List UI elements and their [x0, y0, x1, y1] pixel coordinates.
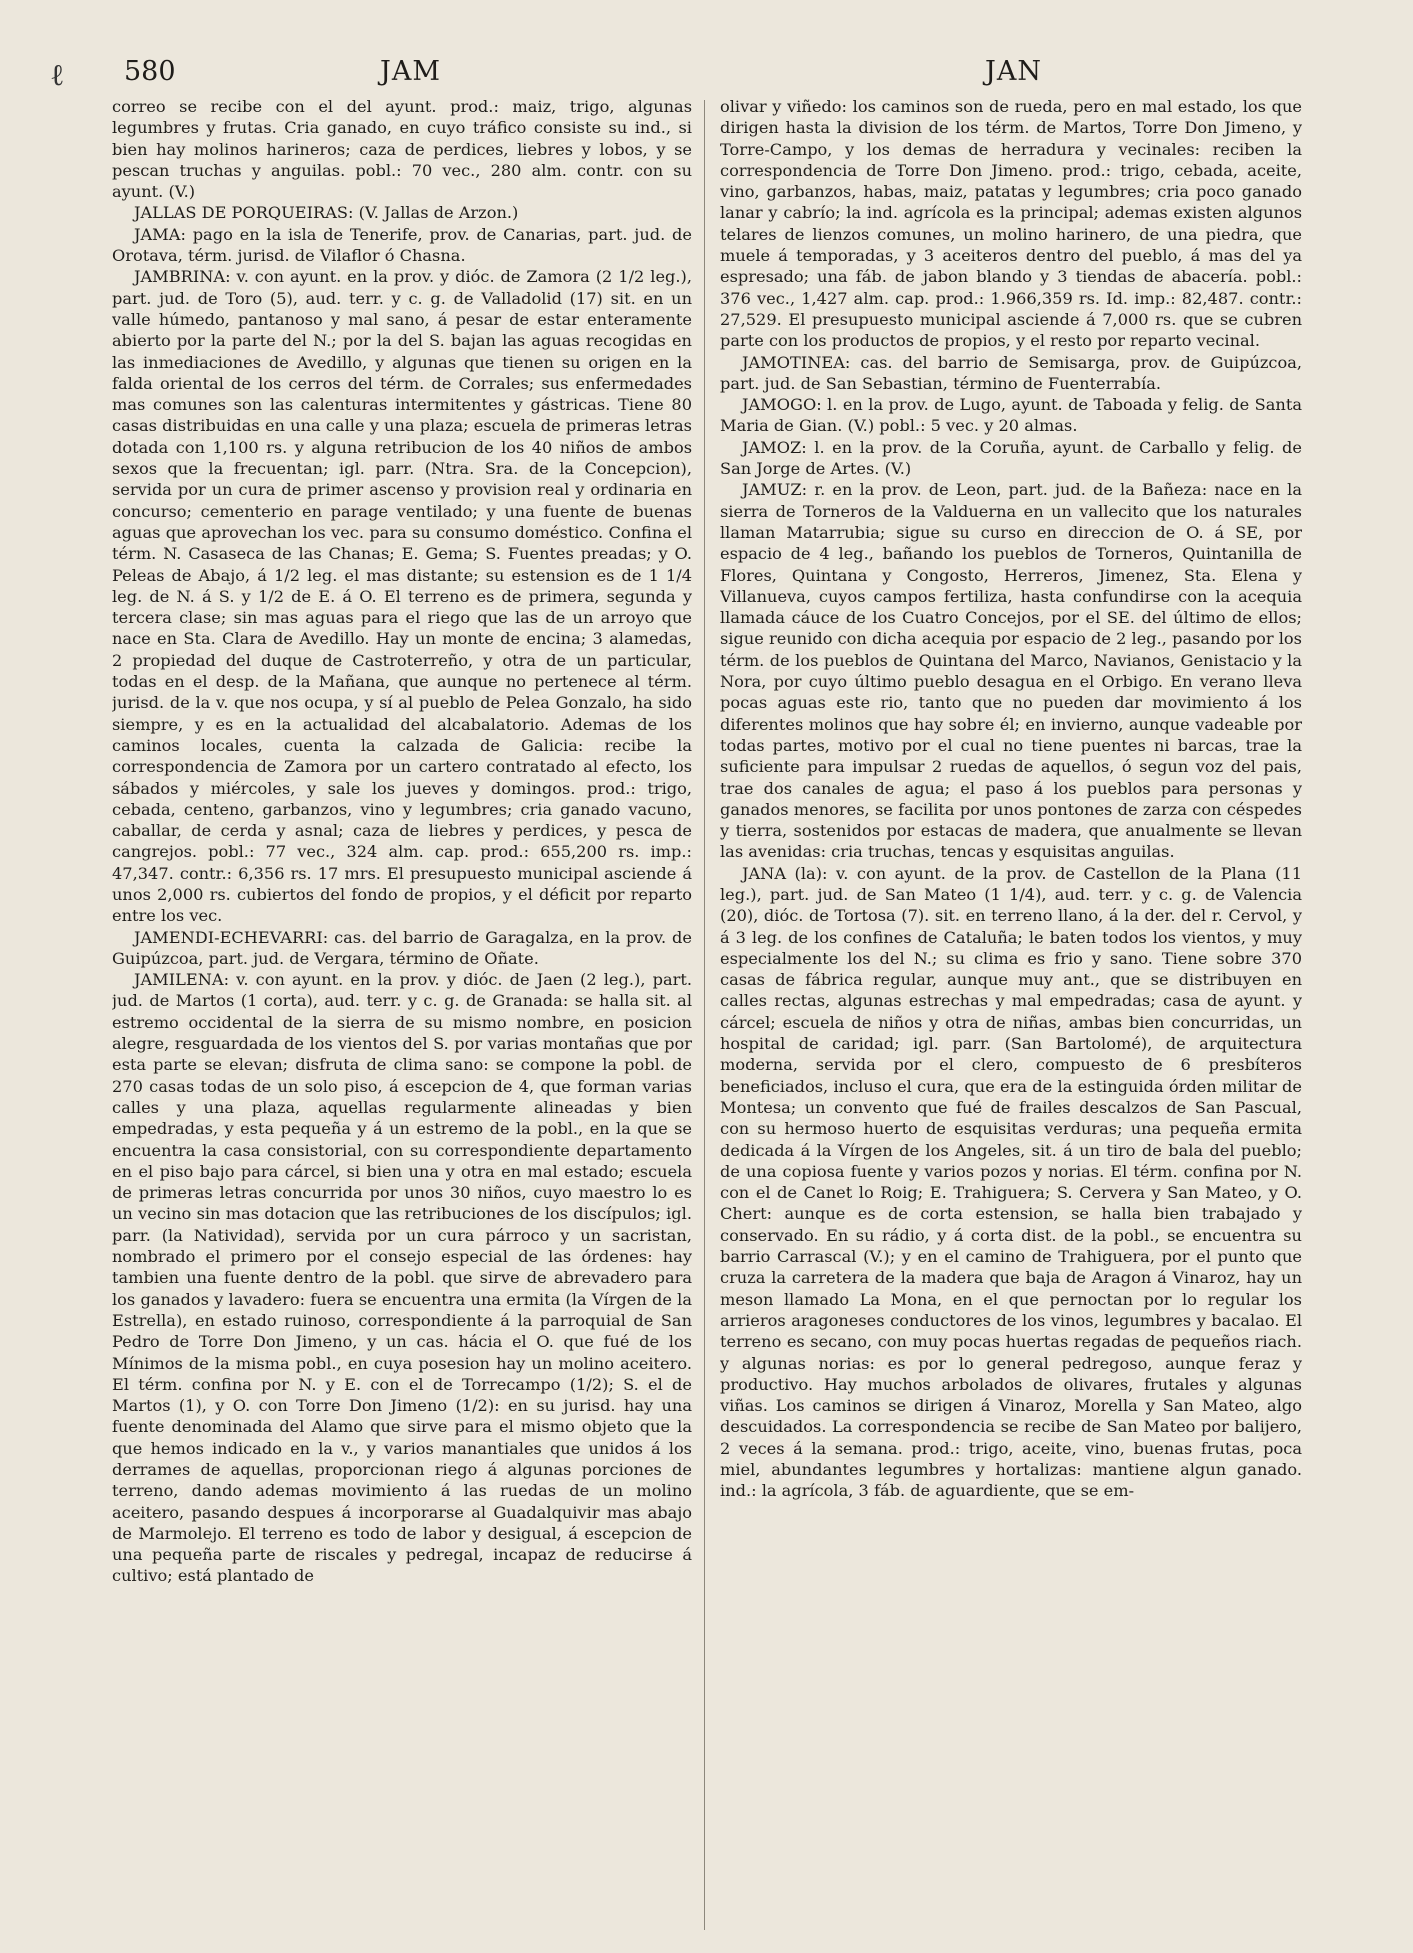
entry-paragraph: JAMOTINEA: cas. del barrio de Semisarga, prov. de Guipúzcoa, part. jud. de San Sebastian, término de Fuenterrabía.	[720, 352, 1302, 393]
entry-paragraph: JAMENDI-ECHEVARRI: cas. del barrio de Garagalza, en la prov. de Guipúzcoa, part. jud. de Vergara, término de Oñate.	[112, 927, 692, 968]
entry-paragraph: JAMUZ: r. en la prov. de Leon, part. jud. de la Bañeza: nace en la sierra de Torneros de la Valduerna en un vallecito que los naturales llaman Matarrubia; sigue su curso en direccion de O. á SE, por espacio de 4 leg., bañando los pueblos de Torneros, Quintanilla de Flores, Quintana y Congosto, Herreros, Jimenez, Sta. Elena y Villanueva, cuyos campos fertiliza, hasta confundirse con la acequia llamada cáuce de los Cuatro Concejos, por el SE. del último de ellos; sigue reunido con dicha acequia por espacio de 2 leg., pasando por los térm. de los pueblos de Quintana del Marco, Navianos, Genistacio y la Nora, por cuyo último pueblo desagua en el Orbigo. En verano lleva pocas aguas este rio, tanto que no pueden dar movimiento á los diferentes molinos que hay sobre él; en invierno, aunque vadeable por todas partes, motivo por el cual no tiene puentes ni barcas, trae la suficiente para impulsar 2 ruedas de aquellos, ó segun voz del pais, trae dos canales de agua; el paso á los pueblos para personas y ganados menores, se facilita por unos pontones de zarza con céspedes y tierra, sostenidos por estacas de madera, que anualmente se llevan las avenidas: cria truchas, tencas y esquisitas anguilas.	[720, 480, 1302, 862]
entry-paragraph: JALLAS DE PORQUEIRAS: (V. Jallas de Arzon.)	[134, 203, 519, 223]
entry-paragraph: JAMILENA: v. con ayunt. en la prov. y dióc. de Jaen (2 leg.), part. jud. de Martos (1 corta), aud. terr. y c. g. de Granada: se halla sit. al estremo occidental de la sierra de su mismo nombre, en posicion alegre, resguardada de los vientos del S. por varias montañas que por esta parte se elevan; disfruta de clima sano: se compone la pobl. de 270 casas todas de un solo piso, á escepcion de 4, que forman varias calles y una plaza, aquellas regularmente alineadas y bien empedradas, y esta pequeña y á un estremo de la pobl., en la que se encuentra la casa consistorial, con su correspondiente departamento en el piso bajo para cárcel, si bien una y otra en mal estado; escuela de primeras letras concurrida por unos 30 niños, cuyo maestro lo es un vecino sin mas dotacion que las retribuciones de los discípulos; igl. parr. (la Natividad), servida por un cura párroco y un sacristan, nombrado el primero por el consejo especial de las órdenes: hay tambien una fuente dentro de la pobl. que sirve de abrevadero para los ganados y lavadero: fuera se encuentra una ermita (la Vírgen de la Estrella), en estado ruinoso, correspondiente á la parroquial de San Pedro de Torre Don Jimeno, y un cas. hácia el O. que fué de los Mínimos de la misma pobl., en cuya posesion hay un molino aceitero. El térm. confina por N. y E. con el de Torrecampo (1/2); S. el de Martos (1), y O. con Torre Don Jimeno (1/2): en su jurisd. hay una fuente denominada del Alamo que sirve para el mismo objeto que la que hemos indicado en la v., y varios manantiales que unidos á los derrames de aquellas, proporcionan riego á algunas porciones de terreno, dando ademas movimiento á las ruedas de un molino aceitero, pasando despues á incorporarse al Guadalquivir mas abajo de Marmolejo. El terreno es todo de labor y desigual, á escepcion de una pequeña parte de riscales y pedregal, incapaz de reducirse á cultivo; está plantado de	[112, 970, 692, 1586]
page-header	[110, 48, 1303, 94]
right-column	[720, 96, 1302, 1936]
entry-paragraph: JAMBRINA: v. con ayunt. en la prov. y dióc. de Zamora (2 1/2 leg.), part. jud. de Toro (5), aud. terr. y c. g. de Valladolid (17) sit. en un valle húmedo, pantanoso y mal sano, á pesar de estar enteramente abierto por la parte del N.; por la del S. bajan las aguas recogidas en las inmediaciones de Avedillo, y algunas que tienen su origen en la falda oriental de los cerros del térm. de Corrales; sus enfermedades mas comunes son las calenturas intermitentes y gástricas. Tiene 80 casas distribuidas en una calle y una plaza; escuela de primeras letras dotada con 1,100 rs. y alguna retribucion de los 40 niños de ambos sexos que la frecuentan; igl. parr. (Ntra. Sra. de la Concepcion), servida por un cura de primer ascenso y provision real y ordinaria en concurso; cementerio en parage ventilado; y una fuente de buenas aguas que aprovechan los vec. para su consumo doméstico. Confina el térm. N. Casaseca de las Chanas; E. Gema; S. Fuentes preadas; y O. Peleas de Abajo, á 1/2 leg. el mas distante; su estension es de 1 1/4 leg. de N. á S. y 1/2 de E. á O. El terreno es de primera, segunda y tercera clase; sin mas aguas para el riego que las de un arroyo que nace en Sta. Clara de Avedillo. Hay un monte de encina; 3 alamedas, 2 propiedad del duque de Castroterreño, y otra de un particular, todas en el desp. de la Mañana, que aunque no pertenece al térm. jurisd. de la v. que nos ocupa, y sí al pueblo de Pelea Gonzalo, ha sido siempre, y es en la actualidad del alcabalatorio. Ademas de los caminos locales, cuenta la calzada de Galicia: recibe la correspondencia de Zamora por un cartero contratado al efecto, los sábados y miércoles, y sale los jueves y domingos. prod.: trigo, cebada, centeno, garbanzos, vino y legumbres; cria ganado vacuno, caballar, de cerda y asnal; caza de liebres y perdices, y pesca de cangrejos. pobl.: 77 vec., 324 alm. cap. prod.: 655,200 rs. imp.: 47,347. contr.: 6,356 rs. 17 mrs. El presupuesto municipal asciende á unos 2,000 rs. cubiertos del fondo de propios, y el déficit por reparto entre los vec.	[112, 267, 692, 926]
column-divider	[704, 100, 705, 1930]
entry-paragraph: JAMOZ: l. en la prov. de la Coruña, ayunt. de Carballo y felig. de San Jorge de Artes. (V.)	[720, 437, 1302, 479]
entry-paragraph: correo se recibe con el del ayunt. prod.: maiz, trigo, algunas legumbres y frutas. Cria ganado, en cuyo tráfico consiste su ind., si bien hay molinos harineros; caza de perdices, liebres y lobos, y se pescan truchas y anguilas. pobl.: 70 vec., 280 alm. contr. con su ayunt. (V.)	[112, 97, 692, 202]
running-head-left: JAM	[380, 56, 441, 87]
running-head-right: JAN	[985, 56, 1042, 87]
entry-paragraph: JAMA: pago en la isla de Tenerife, prov. de Canarias, part. jud. de Orotava, térm. jurisd. de Vilaflor ó Chasna.	[112, 224, 692, 266]
entry-paragraph: olivar y viñedo: los caminos son de rueda, pero en mal estado, los que dirigen hasta la division de los térm. de Martos, Torre Don Jimeno, y Torre-Campo, y los demas de herradura y vecinales: reciben la correspondencia de Torre Don Jimeno. prod.: trigo, cebada, aceite, vino, garbanzos, habas, maiz, patatas y legumbres; cria poco ganado lanar y cabrío; la ind. agrícola es la principal; ademas existen algunos telares de lienzos comunes, un molino harinero, de una piedra, que muele á temporadas, y 3 aceiteros dentro del pueblo, á mas del ya espresado; una fáb. de jabon blando y 3 tiendas de abacería. pobl.: 376 vec., 1,427 alm. cap. prod.: 1.966,359 rs. Id. imp.: 82,487. contr.: 27,529. El presupuesto municipal asciende á 7,000 rs. que se cubren parte con los productos de propios, y el resto por reparto vecinal.	[720, 97, 1302, 351]
left-column	[112, 96, 692, 1936]
margin-mark: ℓ	[50, 58, 65, 93]
entry-paragraph: JAMOGO: l. en la prov. de Lugo, ayunt. de Taboada y felig. de Santa Maria de Gian. (V.) pobl.: 5 vec. y 20 almas.	[720, 395, 1302, 436]
entry-paragraph: JANA (la): v. con ayunt. de la prov. de Castellon de la Plana (11 leg.), part. jud. de San Mateo (1 1/4), aud. terr. y c. g. de Valencia (20), dióc. de Tortosa (7). sit. en terreno llano, á la der. del r. Cervol, y á 3 leg. de los confines de Cataluña; le baten todos los vientos, y muy especialmente los del N.; su clima es frio y sano. Tiene sobre 370 casas de fábrica regular, aunque muy ant., que se distribuyen en calles rectas, algunas estrechas y mal empedradas; casa de ayunt. y cárcel; escuela de niños y otra de niñas, ambas bien concurridas, un hospital de caridad; igl. parr. (San Bartolomé), de arquitectura moderna, servida por el clero, compuesto de 6 presbíteros beneficiados, incluso el cura, que era de la estinguida órden militar de Montesa; un convento que fué de frailes descalzos de San Pascual, con su hermoso huerto de esquisitas verduras; una pequeña ermita dedicada á la Vírgen de los Angeles, sit. á un tiro de bala del pueblo; de una copiosa fuente y varios pozos y norias. El térm. confina por N. con el de Canet lo Roig; E. Trahiguera; S. Cervera y San Mateo, y O. Chert: aunque es de corta estension, se halla bien trabajado y conservado. En su rádio, y á corta dist. de la pobl., se encuentra su barrio Carrascal (V.); y en el camino de Trahiguera, por el punto que cruza la carretera de la madera que baja de Aragon á Vinaroz, hay un meson llamado La Mona, en el que pernoctan por lo regular los arrieros aragoneses conductores de los vinos, legumbres y bacalao. El terreno es secano, con muy pocas huertas regadas de pequeños riach. y algunas norias: es por lo general pedregoso, aunque feraz y productivo. Hay muchos arbolados de olivares, frutales y algunas viñas. Los caminos se dirigen á Vinaroz, Morella y San Mateo, algo descuidados. La correspondencia se recibe de San Mateo por balijero, 2 veces á la semana. prod.: trigo, aceite, vino, buenas frutas, poca miel, abundantes legumbres y hortalizas: mantiene algun ganado. ind.: la agrícola, 3 fáb. de aguardiente, que se em-	[720, 863, 1302, 1501]
page-number: 580	[124, 56, 176, 87]
